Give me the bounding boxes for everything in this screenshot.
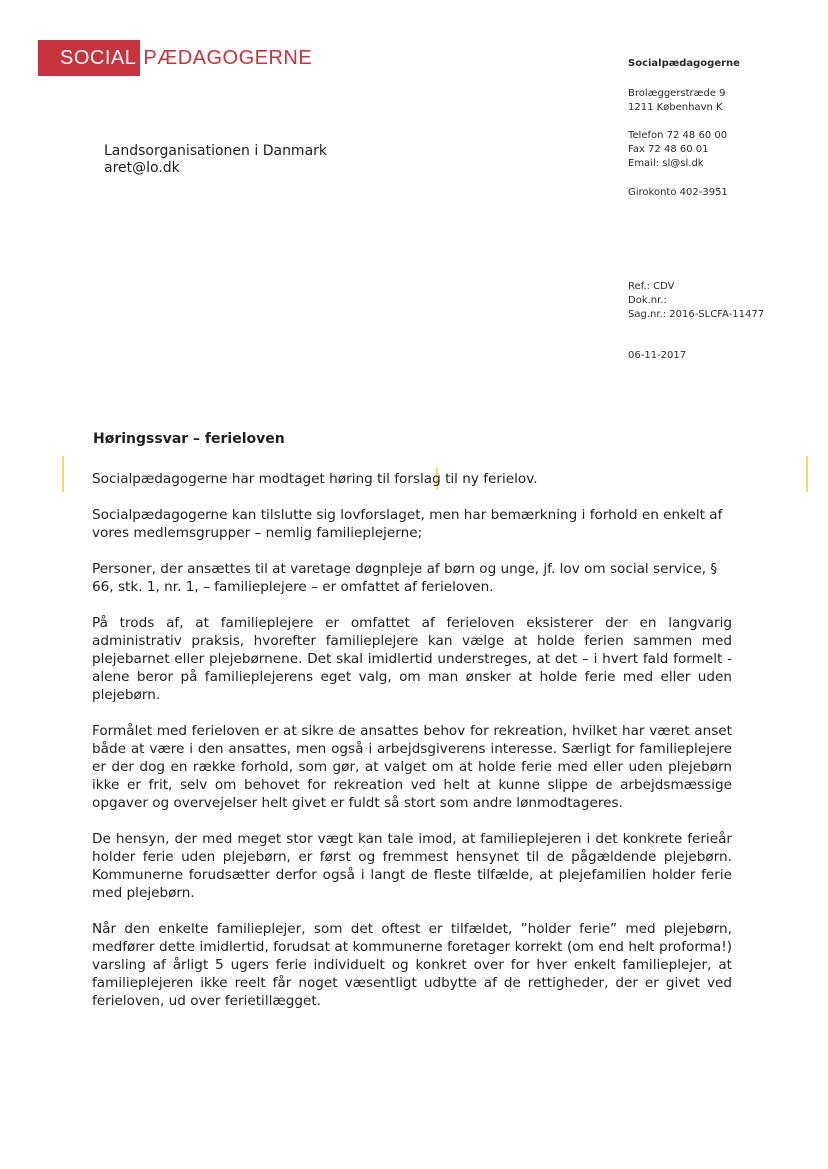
case-number: Sag.nr.: 2016-SLCFA-11477 (628, 309, 765, 320)
highlight-mark (806, 456, 808, 492)
document-number: Dok.nr.: (628, 295, 667, 306)
recipient-email: aret@lo.dk (104, 160, 180, 176)
paragraph: Socialpædagogerne kan tilslutte sig lovforslaget, men har bemærkning i forhold en enkelt af vores medlemsgrupper – nemlig familieplejerne; (92, 507, 723, 541)
letter-date: 06-11-2017 (628, 350, 687, 361)
sender-fax: Fax 72 48 60 01 (628, 144, 709, 155)
logo-box: SOCIAL (38, 40, 140, 76)
letter-body (92, 470, 732, 1028)
sender-city: 1211 København K (628, 102, 723, 113)
logo-text: PÆDAGOGERNE (143, 46, 313, 69)
paragraph: Personer, der ansættes til at varetage døgnpleje af børn og unge, jf. lov om social service, § 66, stk. 1, nr. 1, – familieplejere – er omfattet af ferieloven. (92, 561, 718, 595)
sender-giro: Girokonto 402-3951 (628, 187, 728, 198)
paragraph: Når den enkelte familieplejer, som det oftest er tilfældet, ”holder ferie” med plejebørn, medfører dette imidlertid, forudsat at kommunerne foretager korrekt (om end helt proforma!) varsling af årligt 5 ugers ferie individuelt og konkret over for hver enkelt familieplejer, at familieplejeren ikke reelt får noget væsentligt udbytte af de rettigheder, der er givet ved ferieloven, ud over ferietillægget. (92, 921, 732, 1009)
sender-email: Email: sl@sl.dk (628, 158, 704, 169)
reference: Ref.: CDV (628, 281, 675, 292)
sender-street: Brolæggerstræde 9 (628, 88, 726, 99)
paragraph: De hensyn, der med meget stor vægt kan tale imod, at familieplejeren i det konkrete ferieår holder ferie uden plejebørn, er først og fremmest hensynet til de pågældende plejebørn. Kommunerne forudsætter derfor også i langt de fleste tilfælde, at plejefamilien holder ferie med plejebørn. (92, 831, 732, 901)
logo (38, 40, 312, 76)
sender-block (628, 57, 818, 363)
recipient-block (104, 143, 327, 177)
recipient-name: Landsorganisationen i Danmark (104, 143, 328, 159)
paragraph: Socialpædagogerne har modtaget høring til forslag til ny ferielov. (92, 471, 538, 487)
paragraph: På trods af, at familieplejere er omfattet af ferieloven eksisterer der en langvarig administrativ praksis, hvorefter familieplejere kan vælge at holde ferien sammen med plejebarnet eller plejebørnene. Det skal imidlertid understreges, at det – i hvert fald formelt - alene beror på familieplejerens eget valg, om man ønsker at holde ferie med eller uden plejebørn. (92, 615, 732, 703)
highlight-mark (62, 456, 64, 492)
sender-phone: Telefon 72 48 60 00 (628, 130, 728, 141)
paragraph: Formålet med ferieloven er at sikre de ansattes behov for rekreation, hvilket har været anset både at være i den ansattes, men også i arbejdsgiverens interesse. Særligt for familieplejere er der dog en række forhold, som gør, at valget om at holde ferie med eller uden plejebørn ikke er frit, selv om behovet for rekreation ved helt at kunne slippe de arbejdsmæssige opgaver og overvejelser helt givet er fuldt så stort som andre lønmodtageres. (92, 723, 732, 811)
letter-subject: Høringssvar – ferieloven (93, 431, 285, 447)
sender-org: Socialpædagogerne (628, 58, 740, 69)
